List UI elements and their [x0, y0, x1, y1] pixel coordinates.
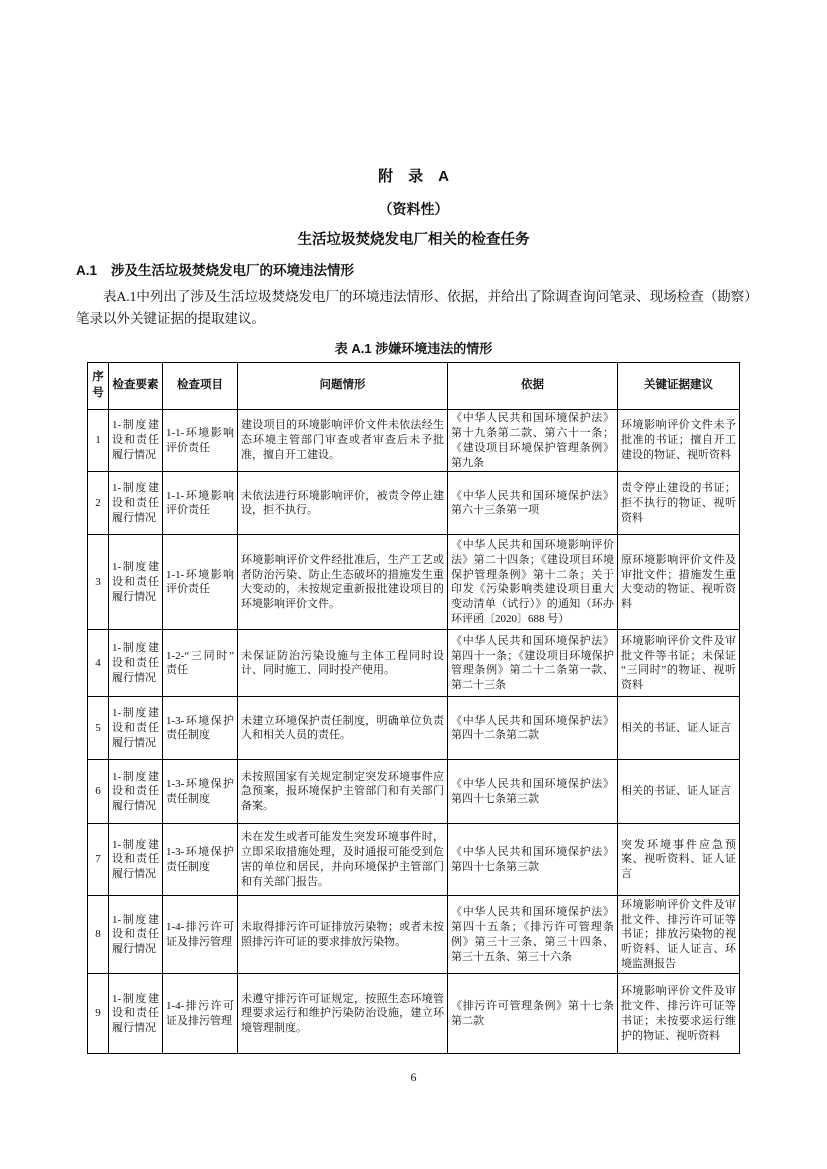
- check-element: 1-制度建设和责任履行情况: [109, 896, 163, 974]
- row-number: 2: [88, 472, 109, 535]
- check-element: 1-制度建设和责任履行情况: [109, 824, 163, 896]
- legal-basis: 《中华人民共和国环境影响评价法》第二十四条；《建设项目环境保护管理条例》第十二条；关于印发《污染影响类建设项目重大变动清单（试行）》的通知（环办环评函〔2020〕688 号）: [448, 535, 618, 630]
- appendix-type: （资料性）: [378, 201, 449, 217]
- legal-basis: 《中华人民共和国环境保护法》第四十七条第三款: [448, 824, 618, 896]
- problem-situation: 未建立环境保护责任制度，明确单位负责人和相关人员的责任。: [238, 697, 448, 760]
- legal-basis: 《中华人民共和国环境保护法》第四十五条；《排污许可管理条例》第三十三条、第三十四条、第三十五条、第三十六条: [448, 896, 618, 974]
- legal-basis: 《中华人民共和国环境保护法》第六十三条第一项: [448, 472, 618, 535]
- evidence-suggestion: 相关的书证、证人证言: [618, 697, 740, 760]
- appendix-title: 生活垃圾焚烧发电厂相关的检查任务: [297, 232, 530, 248]
- evidence-suggestion: 环境影响评价文件及审批文件、排污许可证等书证；未按要求运行维护的物证、视听资料: [618, 974, 740, 1054]
- table-row: [88, 535, 740, 630]
- table-row: [88, 697, 740, 760]
- row-number: 4: [88, 630, 109, 697]
- table-row: [88, 410, 740, 472]
- evidence-suggestion: 环境影响评价文件及审批文件等书证；未保证“三同时”的物证、视听资料: [618, 630, 740, 697]
- table-row: [88, 630, 740, 697]
- appendix-label: 附 录 A: [378, 168, 449, 185]
- check-element: 1-制度建设和责任履行情况: [109, 697, 163, 760]
- row-number: 5: [88, 697, 109, 760]
- check-item: 1-3-环境保护责任制度: [163, 697, 238, 760]
- check-item: 1-2-“三同时”责任: [163, 630, 238, 697]
- check-element: 1-制度建设和责任履行情况: [109, 472, 163, 535]
- check-element: 1-制度建设和责任履行情况: [109, 535, 163, 630]
- header-situation: 问题情形: [238, 363, 448, 410]
- violations-table: [87, 362, 740, 1054]
- check-item: 1-3-环境保护责任制度: [163, 760, 238, 824]
- table-row: [88, 896, 740, 974]
- table-header-row: [88, 363, 740, 410]
- check-item: 1-4-排污许可证及排污管理: [163, 974, 238, 1054]
- problem-situation: 未依法进行环境影响评价，被责令停止建设，拒不执行。: [238, 472, 448, 535]
- evidence-suggestion: 突发环境事件应急预案、视听资料、证人证言: [618, 824, 740, 896]
- table-row: [88, 974, 740, 1054]
- problem-situation: 建设项目的环境影响评价文件未依法经生态环境主管部门审查或者审查后未予批准，擅自开工建设。: [238, 410, 448, 472]
- evidence-suggestion: 责令停止建设的书证；拒不执行的物证、视听资料: [618, 472, 740, 535]
- table-row: [88, 472, 740, 535]
- section-number: A.1: [76, 263, 98, 278]
- problem-situation: 未遵守排污许可证规定，按照生态环境管理要求运行和维护污染防治设施，建立环境管理制度。: [238, 974, 448, 1054]
- problem-situation: 环境影响评价文件经批准后，生产工艺或者防治污染、防止生态破坏的措施发生重大变动的，未按规定重新报批建设项目的环境影响评价文件。: [238, 535, 448, 630]
- page-number: 6: [410, 1070, 417, 1084]
- table-caption: 表 A.1 涉嫌环境违法的情形: [334, 341, 493, 356]
- legal-basis: 《排污许可管理条例》第十七条第二款: [448, 974, 618, 1054]
- problem-situation: 未按照国家有关规定制定突发环境事件应急预案，报环境保护主管部门和有关部门备案。: [238, 760, 448, 824]
- check-element: 1-制度建设和责任履行情况: [109, 760, 163, 824]
- row-number: 8: [88, 896, 109, 974]
- check-element: 1-制度建设和责任履行情况: [109, 630, 163, 697]
- problem-situation: 未在发生或者可能发生突发环境事件时，立即采取措施处理，及时通报可能受到危害的单位和居民，并向环境保护主管部门和有关部门报告。: [238, 824, 448, 896]
- header-evidence: 关键证据建议: [618, 363, 740, 410]
- check-item: 1-1-环境影响评价责任: [163, 535, 238, 630]
- header-basis: 依据: [448, 363, 618, 410]
- header-item: 检查项目: [163, 363, 238, 410]
- row-number: 9: [88, 974, 109, 1054]
- header-element: 检查要素: [109, 363, 163, 410]
- row-number: 6: [88, 760, 109, 824]
- legal-basis: 《中华人民共和国环境保护法》第四十二条第二款: [448, 697, 618, 760]
- legal-basis: 《中华人民共和国环境保护法》第四十一条；《建设项目环境保护管理条例》第二十二条第一款、第二十三条: [448, 630, 618, 697]
- check-element: 1-制度建设和责任履行情况: [109, 974, 163, 1054]
- check-element: 1-制度建设和责任履行情况: [109, 410, 163, 472]
- row-number: 3: [88, 535, 109, 630]
- row-number: 7: [88, 824, 109, 896]
- table-row: [88, 760, 740, 824]
- evidence-suggestion: 原环境影响评价文件及审批文件；措施发生重大变动的物证、视听资料: [618, 535, 740, 630]
- check-item: 1-4-排污许可证及排污管理: [163, 896, 238, 974]
- evidence-suggestion: 环境影响评价文件及审批文件、排污许可证等书证；排放污染物的视听资料、证人证言、环境监测报告: [618, 896, 740, 974]
- legal-basis: 《中华人民共和国环境保护法》第四十七条第三款: [448, 760, 618, 824]
- row-number: 1: [88, 410, 109, 472]
- evidence-suggestion: 相关的书证、证人证言: [618, 760, 740, 824]
- intro-paragraph: 表A.1中列出了涉及生活垃圾焚烧发电厂的环境违法情形、依据，并给出了除调查询问笔录、现场检查（勘察）笔录以外关键证据的提取建议。: [76, 289, 751, 326]
- problem-situation: 未取得排污许可证排放污染物；或者未按照排污许可证的要求排放污染物。: [238, 896, 448, 974]
- evidence-suggestion: 环境影响评价文件未予批准的书证；擅自开工建设的物证、视听资料: [618, 410, 740, 472]
- section-title: 涉及生活垃圾焚烧发电厂的环境违法情形: [111, 263, 355, 278]
- check-item: 1-3-环境保护责任制度: [163, 824, 238, 896]
- check-item: 1-1-环境影响评价责任: [163, 472, 238, 535]
- legal-basis: 《中华人民共和国环境保护法》第十九条第二款、第六十一条；《建设项目环境保护管理条例》第九条: [448, 410, 618, 472]
- check-item: 1-1-环境影响评价责任: [163, 410, 238, 472]
- header-no: 序号: [88, 363, 109, 410]
- section-heading: [76, 262, 751, 279]
- problem-situation: 未保证防治污染设施与主体工程同时设计、同时施工、同时投产使用。: [238, 630, 448, 697]
- table-row: [88, 824, 740, 896]
